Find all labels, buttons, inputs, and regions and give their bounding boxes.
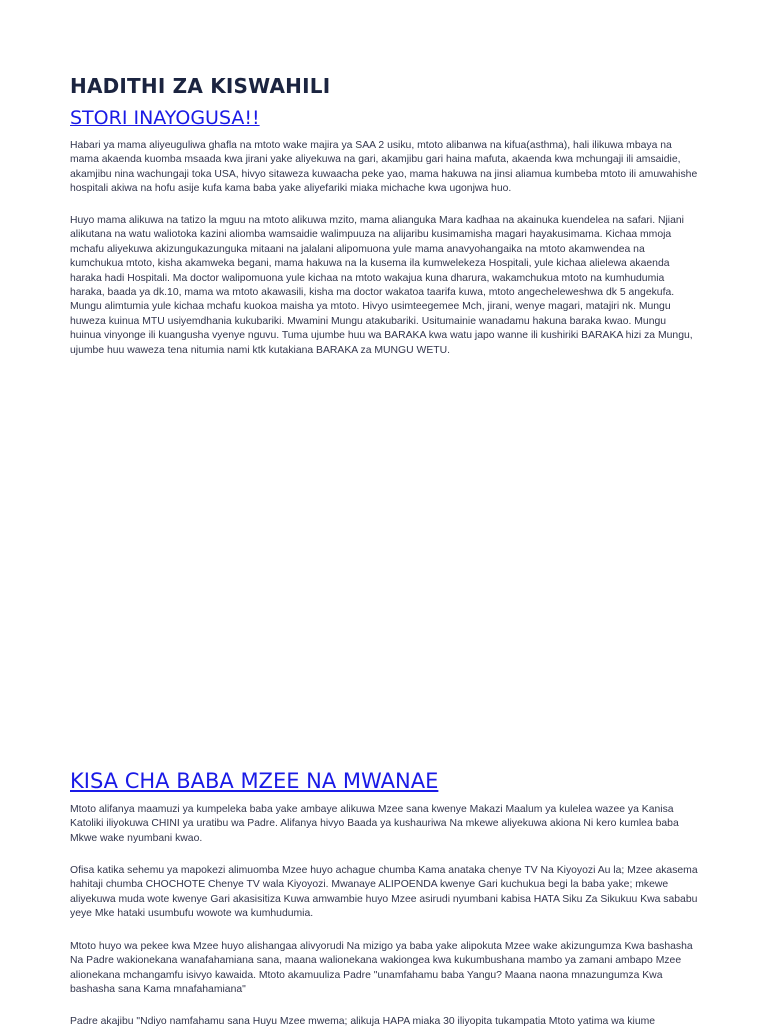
story-1-paragraph-2: Huyo mama alikuwa na tatizo la mguu na mtoto alikuwa mzito, mama alianguka Mara kadhaa na akainuka kuendelea na safari. Njiani alikutana na watu waliotoka kazini aliomba wamsaidie walimpuuza na alijaribu kusimamisha magari hayakusimama. Kichaa mmoja mchafu aliyekuwa akizungukazunguka mitaani na jalalani alipomuona yule mama anavyohangaika na mtoto akamwendea na kumchukua mtoto, kisha akamweka begani, mama hakuwa na la kusema ila kumwelekeza Hospitali, yule kichaa alielewa akaenda haraka hadi Hospitali. Ma doctor walipomuona yule kichaa na mtoto wakajua kuna dharura, wakamchukua mtoto na kumhudumia haraka, baada ya dk.10, mama wa mtoto akawasili, kisha ma doctor wakatoa taarifa kuwa, mtoto angecheleweshwa dk 5 angekufa. Mungu alimtumia yule kichaa mchafu kuokoa maisha ya mtoto. Hivyo usimteegemee Mch, jirani, wenye magari, matajiri nk. Mungu huweza kuinua MTU usiyemdhania kukubariki. Mwamini Mungu atakubariki. Usitumainie wanadamu hakuna baraka kwao. Mungu huinua vinyonge ili kuangusha vyenye nguvu. Tuma ujumbe huu wa BARAKA kwa watu japo wanne ili kushiriki BARAKA hizi za Mungu, ujumbe huu waweza tena nitumia nami ktk kutakiana BARAKA za MUNGU WETU. bbox=[70, 215, 693, 356]
document-title: HADITHI ZA KISWAHILI bbox=[70, 74, 331, 98]
story-2-paragraph-2: Ofisa katika sehemu ya mapokezi alimuomba Mzee huyo achague chumba Kama anataka chenye TV Na Kiyoyozi Au la; Mzee akasema hahitaji chumba CHOCHOTE Chenye TV wala Kiyoyozi. Mwanaye ALIPOENDA kwenye Gari kuchukua begi la baba yake; mkewe aliyekuwa muda wote kwenye Gari akasisitiza Kuwa amwambie huyo Mzee asirudi nyumbani kabisa HATA Siku Za Sikukuu Kwa sababu yeye Mke hataki usumbufu wowote wa kumhudumia. bbox=[70, 865, 698, 920]
story-2-paragraph-3: Mtoto huyo wa pekee kwa Mzee huyo alishangaa alivyorudi Na mizigo ya baba yake alipokuta Mzee wake akizungumza Kwa bashasha Na Padre wakionekana wanafahamiana sana, maana walionekana wakiongea kwa kukumbushana mambo ya zamani ambapo Mzee alionekana mchangamfu isivyo kawaida. Mtoto akamuuliza Padre "unamfahamu baba Yangu? Maana naona mnazungumza Kwa bashasha sana Kama mnafahamiana" bbox=[70, 941, 693, 996]
section-link-kisa-cha-baba-mzee[interactable]: KISA CHA BABA MZEE NA MWANAE bbox=[70, 769, 439, 793]
story-1-paragraph-1: Habari ya mama aliyeuguliwa ghafla na mtoto wake majira ya SAA 2 usiku, mtoto alibanwa na kifua(asthma), hali ilikuwa mbaya na mama akaenda kuomba msaada kwa jirani yake aliyekuwa na gari, akamjibu gari haina mafuta, akaenda kwa mchungaji ili amsaidie, akamjibu nina wachungaji toka USA, hivyo sitaweza kuwaacha peke yao, mama hakuwa na jinsi aliamua kumbeba mtoto ili amuwahishe hospitali akiwa na hofu asije kufa kama baba yake aliyefariki miaka michache kwa ugonjwa huo. bbox=[70, 140, 698, 195]
section-link-stori-inayogusa[interactable]: STORI INAYOGUSA!! bbox=[70, 107, 260, 129]
story-2-paragraph-1: Mtoto alifanya maamuzi ya kumpeleka baba yake ambaye alikuwa Mzee sana kwenye Makazi Maalum ya kulelea wazee ya Kanisa Katoliki iliyokuwa CHINI ya uratibu wa Padre. Alifanya hivyo Baada ya kushauriwa Na mkewe aliyekuwa akiona Ni kero kumlea baba Mkwe wake nyumbani kwao. bbox=[70, 804, 679, 844]
story-2-paragraph-4: Padre akajibu "Ndiyo namfahamu sana Huyu Mzee mwema; alikuja HAPA miaka 30 iliyopita tukampatia Mtoto yatima wa kiume bbox=[70, 1016, 656, 1027]
